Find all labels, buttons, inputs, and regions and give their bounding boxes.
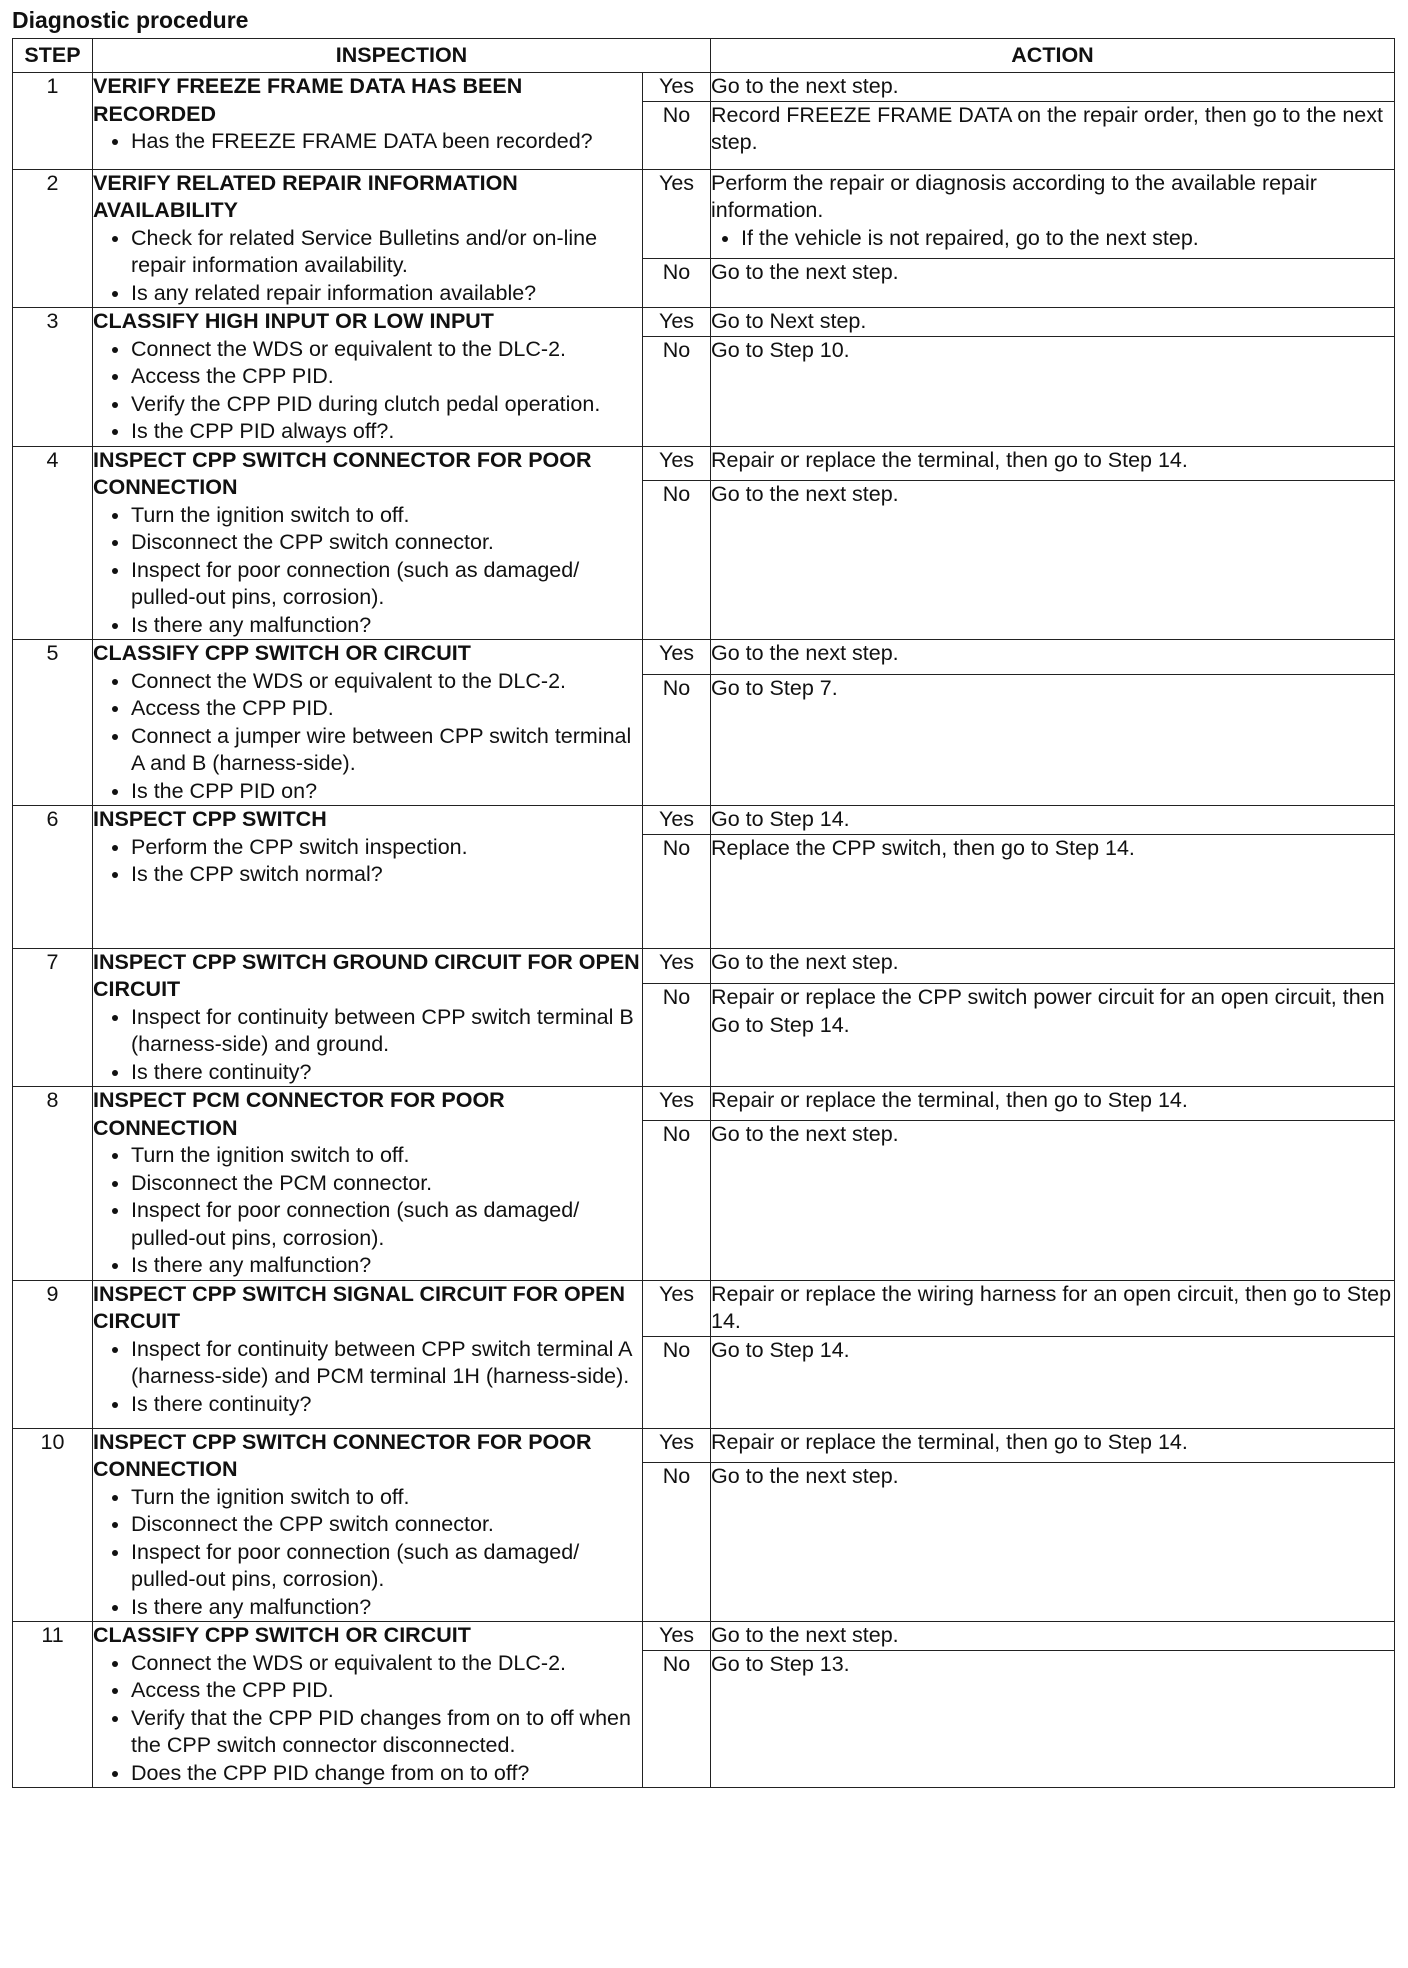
header-inspection: INSPECTION	[93, 39, 711, 73]
inspection-heading: VERIFY RELATED REPAIR INFORMATION AVAILABILITY	[93, 170, 518, 222]
inspection-bullet: • Inspect for poor connection (such as damaged/ pulled-out pins, corrosion).	[131, 1539, 642, 1594]
inspection-bullet: • Is any related repair information available?	[131, 280, 642, 308]
step-number: 3	[13, 308, 93, 447]
yes-action	[711, 308, 1395, 337]
diagnostic-table	[12, 38, 1395, 1788]
inspection-bullet: • Turn the ignition switch to off.	[131, 1484, 642, 1512]
table-row	[13, 1622, 1395, 1651]
yes-label: Yes	[643, 806, 711, 835]
no-label: No	[643, 480, 711, 639]
inspection-heading: INSPECT PCM CONNECTOR FOR POOR CONNECTION	[93, 1088, 505, 1140]
inspection-bullet: • Verify the CPP PID during clutch pedal operation.	[131, 391, 642, 419]
yes-label: Yes	[643, 169, 711, 258]
yes-action-text: Go to the next step.	[711, 74, 899, 98]
inspection-cell	[93, 73, 643, 170]
inspection-bullets	[93, 1004, 642, 1087]
table-row	[13, 73, 1395, 102]
yes-action-text: Go to Next step.	[711, 309, 867, 333]
inspection-bullet: • Connect a jumper wire between CPP switch terminal A and B (harness-side).	[131, 723, 642, 778]
inspection-bullet: • Connect the WDS or equivalent to the DLC-2.	[131, 668, 642, 696]
inspection-bullet: • Inspect for poor connection (such as damaged/ pulled-out pins, corrosion).	[131, 1197, 642, 1252]
inspection-cell	[93, 1622, 643, 1788]
inspection-bullet: • Is the CPP PID always off?.	[131, 418, 642, 446]
inspection-heading: INSPECT CPP SWITCH	[93, 807, 327, 831]
yes-label: Yes	[643, 308, 711, 337]
inspection-bullet: • Is there any malfunction?	[131, 1252, 642, 1280]
no-action: Go to Step 10.	[711, 336, 1395, 446]
inspection-heading: INSPECT CPP SWITCH SIGNAL CIRCUIT FOR OPEN CIRCUIT	[93, 1281, 625, 1333]
step-number: 11	[13, 1622, 93, 1788]
yes-action	[711, 1622, 1395, 1651]
inspection-heading: CLASSIFY CPP SWITCH OR CIRCUIT	[93, 641, 471, 665]
yes-action-sub	[711, 225, 1394, 253]
step-number: 2	[13, 169, 93, 308]
table-body	[13, 73, 1395, 1788]
table-row	[13, 446, 1395, 480]
inspection-cell	[93, 1280, 643, 1428]
inspection-bullet: • Disconnect the CPP switch connector.	[131, 529, 642, 557]
no-action: Go to the next step.	[711, 480, 1395, 639]
step-number: 10	[13, 1428, 93, 1622]
no-label: No	[643, 101, 711, 169]
inspection-bullets	[93, 502, 642, 640]
yes-label: Yes	[643, 948, 711, 984]
yes-action-text: Repair or replace the terminal, then go to Step 14.	[711, 1088, 1188, 1112]
yes-action-text: Repair or replace the terminal, then go to Step 14.	[711, 1429, 1188, 1454]
inspection-bullets	[93, 1650, 642, 1788]
no-action: Replace the CPP switch, then go to Step 14.	[711, 834, 1395, 948]
inspection-cell	[93, 169, 643, 308]
inspection-bullets	[93, 1484, 642, 1622]
inspection-bullet: • Inspect for poor connection (such as damaged/ pulled-out pins, corrosion).	[131, 557, 642, 612]
no-action: Go to Step 14.	[711, 1336, 1395, 1428]
inspection-heading: CLASSIFY HIGH INPUT OR LOW INPUT	[93, 309, 494, 333]
no-action: Go to the next step.	[711, 1462, 1395, 1621]
yes-action	[711, 1280, 1395, 1336]
inspection-bullets	[93, 128, 642, 156]
inspection-bullet: • Check for related Service Bulletins and/or on-line repair information availability.	[131, 225, 642, 280]
yes-action-text: Repair or replace the terminal, then go to Step 14.	[711, 447, 1188, 472]
table-row	[13, 640, 1395, 675]
yes-action	[711, 640, 1395, 675]
yes-action	[711, 73, 1395, 102]
inspection-cell	[93, 640, 643, 806]
step-number: 6	[13, 806, 93, 949]
inspection-bullet: • Is there any malfunction?	[131, 612, 642, 640]
inspection-cell	[93, 1428, 643, 1622]
header-action: ACTION	[711, 39, 1395, 73]
yes-action-sub-item: • If the vehicle is not repaired, go to the next step.	[741, 225, 1394, 253]
inspection-cell	[93, 308, 643, 447]
yes-action	[711, 1428, 1395, 1462]
inspection-bullet: • Connect the WDS or equivalent to the DLC-2.	[131, 1650, 642, 1678]
inspection-bullet: • Access the CPP PID.	[131, 1677, 642, 1705]
yes-action-text: Perform the repair or diagnosis according to the available repair information.	[711, 170, 1317, 222]
yes-action	[711, 948, 1395, 984]
header-step: STEP	[13, 39, 93, 73]
table-row	[13, 806, 1395, 835]
no-label: No	[643, 674, 711, 805]
yes-action	[711, 1087, 1395, 1121]
yes-label: Yes	[643, 640, 711, 675]
inspection-bullet: • Inspect for continuity between CPP switch terminal A (harness-side) and PCM terminal 1H (harness-side).	[131, 1336, 642, 1391]
inspection-heading: INSPECT CPP SWITCH CONNECTOR FOR POOR CONNECTION	[93, 1429, 592, 1481]
inspection-bullet: • Does the CPP PID change from on to off?	[131, 1760, 642, 1788]
step-number: 4	[13, 446, 93, 640]
step-number: 5	[13, 640, 93, 806]
no-label: No	[643, 336, 711, 446]
no-label: No	[643, 1121, 711, 1280]
inspection-cell	[93, 446, 643, 640]
no-action: Go to Step 13.	[711, 1650, 1395, 1787]
yes-action-text: Go to Step 14.	[711, 807, 850, 831]
yes-action-text: Repair or replace the wiring harness for an open circuit, then go to Step 14.	[711, 1281, 1392, 1333]
table-row	[13, 308, 1395, 337]
no-action: Record FREEZE FRAME DATA on the repair order, then go to the next step.	[711, 101, 1395, 169]
no-action: Go to the next step.	[711, 1121, 1395, 1280]
table-row	[13, 948, 1395, 984]
inspection-bullets	[93, 834, 642, 889]
inspection-bullet: • Disconnect the CPP switch connector.	[131, 1511, 642, 1539]
inspection-bullet: • Verify that the CPP PID changes from on to off when the CPP switch connector disconnected.	[131, 1705, 642, 1760]
no-action: Go to the next step.	[711, 258, 1395, 307]
inspection-bullets	[93, 668, 642, 806]
yes-label: Yes	[643, 1622, 711, 1651]
inspection-bullet: • Inspect for continuity between CPP switch terminal B (harness-side) and ground.	[131, 1004, 642, 1059]
inspection-bullet: • Is there any malfunction?	[131, 1594, 642, 1622]
inspection-bullets	[93, 1336, 642, 1419]
page-title: Diagnostic procedure	[12, 7, 249, 33]
no-action: Repair or replace the CPP switch power circuit for an open circuit, then Go to Step 14.	[711, 984, 1395, 1087]
inspection-bullet: • Perform the CPP switch inspection.	[131, 834, 642, 862]
inspection-heading: CLASSIFY CPP SWITCH OR CIRCUIT	[93, 1623, 471, 1647]
yes-action-text: Go to the next step.	[711, 949, 899, 974]
inspection-bullet: • Is there continuity?	[131, 1059, 642, 1087]
inspection-bullets	[93, 1142, 642, 1280]
inspection-bullet: • Is the CPP PID on?	[131, 778, 642, 806]
no-label: No	[643, 834, 711, 948]
header-row	[13, 39, 1395, 73]
inspection-bullet: • Access the CPP PID.	[131, 695, 642, 723]
table-row	[13, 169, 1395, 258]
no-label: No	[643, 258, 711, 307]
no-label: No	[643, 1336, 711, 1428]
yes-action	[711, 446, 1395, 480]
yes-action	[711, 806, 1395, 835]
step-number: 8	[13, 1087, 93, 1281]
yes-label: Yes	[643, 1428, 711, 1462]
no-label: No	[643, 984, 711, 1087]
yes-label: Yes	[643, 1280, 711, 1336]
inspection-cell	[93, 1087, 643, 1281]
no-action: Go to Step 7.	[711, 674, 1395, 805]
table-row	[13, 1087, 1395, 1121]
inspection-bullet: • Turn the ignition switch to off.	[131, 502, 642, 530]
inspection-bullet: • Access the CPP PID.	[131, 363, 642, 391]
step-number: 1	[13, 73, 93, 170]
yes-label: Yes	[643, 446, 711, 480]
inspection-heading: INSPECT CPP SWITCH CONNECTOR FOR POOR CONNECTION	[93, 447, 592, 499]
inspection-heading: VERIFY FREEZE FRAME DATA HAS BEEN RECORDED	[93, 74, 523, 126]
table-row	[13, 1428, 1395, 1462]
yes-label: Yes	[643, 73, 711, 102]
inspection-bullet: • Turn the ignition switch to off.	[131, 1142, 642, 1170]
no-label: No	[643, 1462, 711, 1621]
yes-action	[711, 169, 1395, 258]
table-row	[13, 1280, 1395, 1336]
no-label: No	[643, 1650, 711, 1787]
inspection-bullet: • Is there continuity?	[131, 1391, 642, 1419]
inspection-bullet: • Is the CPP switch normal?	[131, 861, 642, 889]
step-number: 7	[13, 948, 93, 1087]
inspection-heading: INSPECT CPP SWITCH GROUND CIRCUIT FOR OPEN CIRCUIT	[93, 949, 640, 1001]
inspection-bullets	[93, 336, 642, 446]
inspection-bullet: • Has the FREEZE FRAME DATA been recorded?	[131, 128, 642, 156]
inspection-cell	[93, 948, 643, 1087]
inspection-cell	[93, 806, 643, 949]
yes-action-text: Go to the next step.	[711, 1623, 899, 1647]
inspection-bullets	[93, 225, 642, 308]
inspection-bullet: • Disconnect the PCM connector.	[131, 1170, 642, 1198]
inspection-bullet: • Connect the WDS or equivalent to the DLC-2.	[131, 336, 642, 364]
yes-action-text: Go to the next step.	[711, 641, 899, 665]
step-number: 9	[13, 1280, 93, 1428]
yes-label: Yes	[643, 1087, 711, 1121]
